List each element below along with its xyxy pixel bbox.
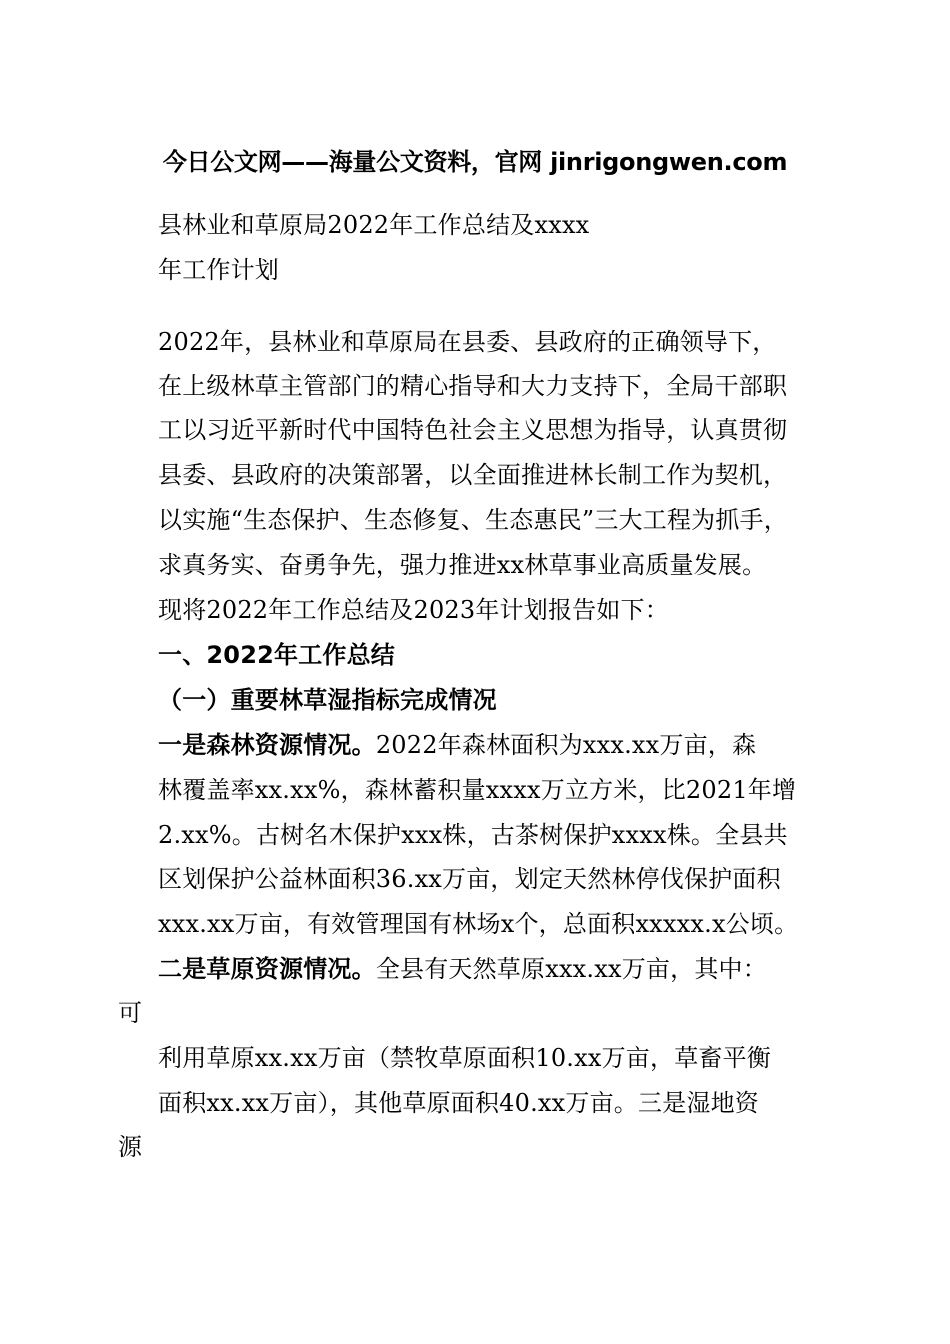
intro-line: 2022年，县林业和草原局在县委、县政府的正确领导下， bbox=[158, 328, 777, 356]
intro-line: 以实施“生态保护、生态修复、生态惠民”三大工程为抓手， bbox=[158, 506, 788, 534]
forest-paragraph-line-1 bbox=[158, 730, 756, 760]
grassland-line-1-text: 全县有天然草原xxx.xx万亩，其中： bbox=[375, 955, 767, 983]
forest-line: 区划保护公益林面积36.xx万亩，划定天然林停伐保护面积 bbox=[158, 865, 781, 893]
grassland-paragraph-line-1 bbox=[158, 954, 767, 984]
grassland-wrap-char: 可 bbox=[118, 999, 143, 1027]
forest-line: 2.xx%。古树名木保护xxx株，古茶树保护xxxx株。全县共 bbox=[158, 821, 788, 849]
forest-lead: 一是森林资源情况。 bbox=[158, 730, 376, 759]
forest-line-1-text: 2022年森林面积为xxx.xx万亩，森 bbox=[375, 731, 757, 759]
doc-title-line-1: 县林业和草原局2022年工作总结及xxxx bbox=[158, 211, 590, 239]
grassland-lead: 二是草原资源情况。 bbox=[158, 954, 376, 983]
grassland-wrap-char: 源 bbox=[118, 1133, 143, 1161]
intro-line: 工以习近平新时代中国特色社会主义思想为指导，认真贯彻 bbox=[158, 416, 788, 444]
doc-title-line-2: 年工作计划 bbox=[158, 256, 279, 284]
section-heading: 一、2022年工作总结 bbox=[158, 641, 395, 669]
forest-line: xxx.xx万亩，有效管理国有林场x个，总面积xxxxx.x公顷。 bbox=[158, 910, 799, 938]
intro-line: 在上级林草主管部门的精心指导和大力支持下，全局干部职 bbox=[158, 372, 788, 400]
intro-line: 求真务实、奋勇争先，强力推进xx林草事业高质量发展。 bbox=[158, 551, 767, 579]
grassland-line: 利用草原xx.xx万亩（禁牧草原面积10.xx万亩，草畜平衡 bbox=[158, 1044, 772, 1072]
intro-line: 现将2022年工作总结及2023年计划报告如下： bbox=[158, 596, 669, 624]
intro-line: 县委、县政府的决策部署，以全面推进林长制工作为契机， bbox=[158, 461, 788, 489]
forest-line: 林覆盖率xx.xx%，森林蓄积量xxxx万立方米，比2021年增 bbox=[158, 776, 797, 804]
subsection-heading: （一）重要林草湿指标完成情况 bbox=[158, 685, 497, 714]
site-header: 今日公文网——海量公文资料，官网 jinrigongwen.com bbox=[162, 148, 788, 176]
grassland-line: 面积xx.xx万亩），其他草原面积40.xx万亩。三是湿地资 bbox=[158, 1089, 760, 1117]
